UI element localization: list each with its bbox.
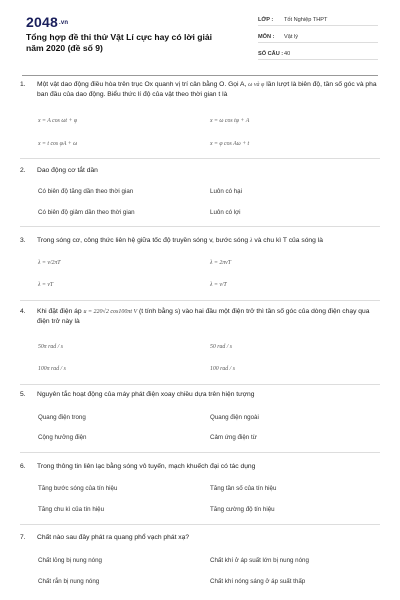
question-number: 5. xyxy=(20,391,26,398)
lop-label: LỚP : xyxy=(258,17,274,23)
question-6 xyxy=(20,462,380,524)
question-divider xyxy=(20,300,380,301)
question-text: Khi đặt điện áp u = 220√2 cos100πt V (t tính bằng s) vào hai đầu một điện trở thì tần số góc của dòng điện chạy qua điện trở này là xyxy=(37,308,370,325)
question-text: Nguyên tắc hoạt động của máy phát điện xoay chiều dựa trên hiện tượng xyxy=(37,391,255,398)
option-d[interactable]: Tăng cường độ tín hiệu xyxy=(210,506,275,513)
question-divider xyxy=(20,226,380,227)
mon-label: MÔN : xyxy=(258,34,275,40)
meta-row-mon xyxy=(258,30,378,43)
option-c[interactable]: Có biên độ giảm dần theo thời gian xyxy=(38,209,135,216)
option-c[interactable]: x = t cos φA + ω xyxy=(38,141,78,147)
option-a[interactable]: λ = v/2πT xyxy=(38,260,61,266)
header-divider xyxy=(22,75,378,76)
question-text: Một vật dao động điều hòa trên trục Ox quanh vị trí cân bằng O. Gọi A, ω và φ lần lượt là biên độ, tần số góc và pha ban đầu của dao động. Biểu thức lí độ của vật theo thời gian t là xyxy=(37,81,377,98)
socau-value: 40 xyxy=(284,51,291,57)
question-divider xyxy=(20,384,380,385)
option-a[interactable]: x = A cos ωt + φ xyxy=(38,118,78,124)
question-text: Chất nào sau đây phát ra quang phổ vạch phát xạ? xyxy=(37,534,190,541)
question-text: Dao động cơ tắt dần xyxy=(37,167,98,174)
option-b[interactable]: 50 rad / s xyxy=(210,344,233,350)
question-number: 1. xyxy=(20,81,26,88)
option-d[interactable]: λ = v/T xyxy=(210,282,227,288)
option-d[interactable]: x = φ cos Aω + t xyxy=(210,141,250,147)
option-b[interactable]: Luôn có hại xyxy=(210,188,242,195)
question-2 xyxy=(20,166,380,226)
option-a[interactable]: Tăng bước sóng của tín hiệu xyxy=(38,485,118,492)
option-b[interactable]: x = ω cos tφ + A xyxy=(210,118,250,124)
logo-main: 2048 xyxy=(26,14,58,30)
question-number: 2. xyxy=(20,167,26,174)
question-text: Trong thông tin liên lạc bằng sóng vô tuyến, mạch khuếch đại có tác dụng xyxy=(37,463,256,470)
option-b[interactable]: λ = 2πvT xyxy=(210,260,231,266)
option-a[interactable]: Quang điện trong xyxy=(38,414,86,421)
question-divider xyxy=(20,524,380,525)
socau-label: SỐ CÂU : xyxy=(258,51,284,57)
option-b[interactable]: Tăng tần số của tín hiệu xyxy=(210,485,277,492)
option-b[interactable]: Chất khí ở áp suất lớn bị nung nóng xyxy=(210,557,309,564)
option-c[interactable]: Tăng chu kì của tín hiệu xyxy=(38,506,105,513)
exam-title: Tổng hợp đề thi thử Vật Lí cực hay có lời giải năm 2020 (đề số 9) xyxy=(26,32,213,53)
question-3 xyxy=(20,236,380,302)
option-b[interactable]: Quang điện ngoài xyxy=(210,414,259,421)
option-d[interactable]: 100 rad / s xyxy=(210,366,235,372)
question-1 xyxy=(20,80,380,156)
option-a[interactable]: Chất lỏng bị nung nóng xyxy=(38,557,102,564)
exam-meta xyxy=(258,13,378,64)
meta-row-socau xyxy=(258,47,378,60)
question-divider xyxy=(20,158,380,159)
question-number: 7. xyxy=(20,534,26,541)
question-number: 6. xyxy=(20,463,26,470)
option-d[interactable]: Luôn có lợi xyxy=(210,209,241,216)
question-4 xyxy=(20,307,380,383)
question-divider xyxy=(20,452,380,453)
option-c[interactable]: Cộng hưởng điện xyxy=(38,434,87,441)
option-c[interactable]: Chất rắn bị nung nóng xyxy=(38,578,100,585)
option-d[interactable]: Chất khí nóng sáng ở áp suất thấp xyxy=(210,578,306,585)
site-logo[interactable] xyxy=(26,14,68,30)
option-a[interactable]: 50π rad / s xyxy=(38,344,63,350)
option-a[interactable]: Có biên độ tăng dần theo thời gian xyxy=(38,188,134,195)
lop-value: Tốt Nghiệp THPT xyxy=(284,17,328,23)
question-5 xyxy=(20,390,380,454)
mon-value: Vật lý xyxy=(284,34,298,40)
option-c[interactable]: 100π rad / s xyxy=(38,366,66,372)
question-number: 3. xyxy=(20,237,26,244)
meta-row-lop xyxy=(258,13,378,26)
question-text: Trong sóng cơ, công thức liên hệ giữa tốc độ truyền sóng v, bước sóng λ và chu kì T của sóng là xyxy=(37,237,323,244)
question-number: 4. xyxy=(20,308,26,315)
question-7 xyxy=(20,533,380,595)
option-c[interactable]: λ = vT xyxy=(38,282,54,288)
option-d[interactable]: Cảm ứng điện từ xyxy=(210,434,257,441)
logo-suffix: .vn xyxy=(58,20,69,27)
